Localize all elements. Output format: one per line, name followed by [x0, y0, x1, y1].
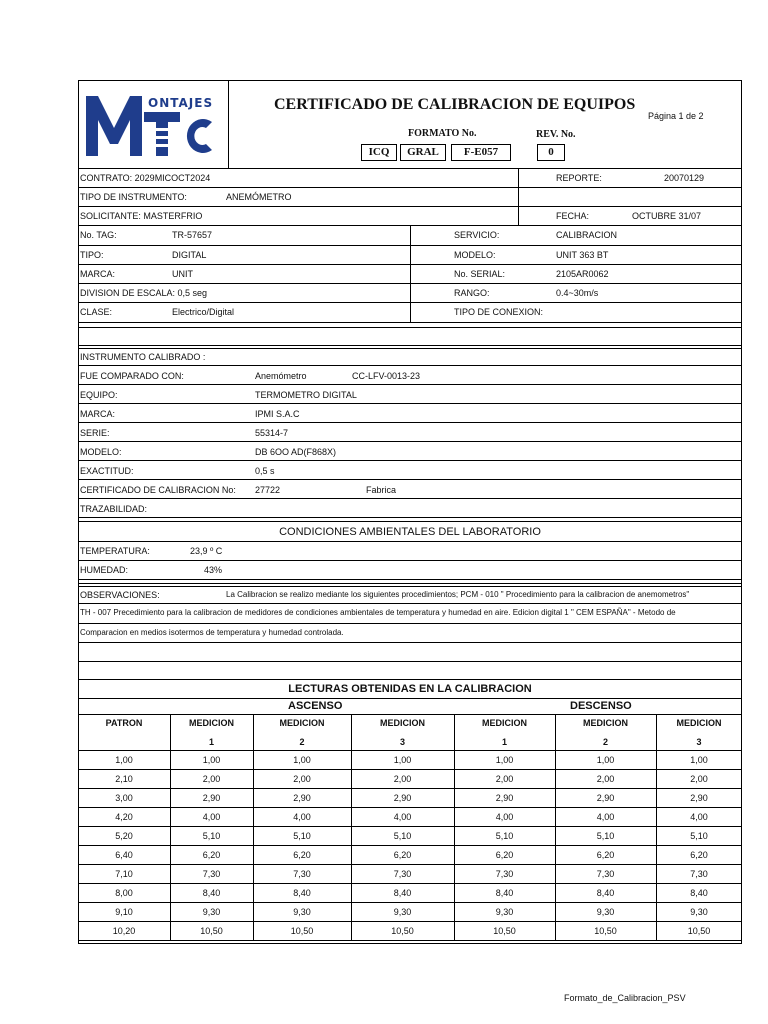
- table-cell-medicion: 6,20: [495, 850, 514, 860]
- column-header-number: 2: [299, 737, 305, 747]
- reporte-value: 20070129: [664, 173, 705, 183]
- tag-value: TR-57657: [172, 230, 213, 240]
- table-cell-medicion: 9,30: [596, 907, 615, 917]
- table-cell-patron: 7,10: [115, 869, 133, 879]
- table-cell-medicion: 10,50: [493, 926, 516, 936]
- table-cell-medicion: 1,00: [393, 755, 412, 765]
- column-header-patron: PATRON: [105, 718, 143, 728]
- rango-label: RANGO:: [454, 288, 490, 298]
- table-row-divider: [78, 921, 742, 922]
- table-cell-medicion: 5,10: [690, 831, 708, 841]
- table-cell-medicion: 5,10: [596, 831, 615, 841]
- table-cell-medicion: 9,30: [202, 907, 221, 917]
- table-cell-medicion: 8,40: [393, 888, 412, 898]
- table-cell-medicion: 7,30: [393, 869, 412, 879]
- comparado-label: FUE COMPARADO CON:: [80, 371, 184, 381]
- table-cell-medicion: 8,40: [202, 888, 221, 898]
- table-cell-medicion: 2,00: [393, 774, 412, 784]
- conexion-label: TIPO DE CONEXION:: [454, 307, 544, 317]
- table-cell-medicion: 7,30: [690, 869, 708, 879]
- table-cell-patron: 3,00: [115, 793, 133, 803]
- table-cell-medicion: 5,10: [495, 831, 514, 841]
- fecha-label: FECHA:: [556, 211, 590, 221]
- table-row-divider: [78, 902, 742, 903]
- table-cell-medicion: 6,20: [596, 850, 615, 860]
- modelo-value: UNIT 363 BT: [556, 250, 609, 260]
- table-cell-medicion: 4,00: [596, 812, 615, 822]
- table-cell-medicion: 5,10: [293, 831, 311, 841]
- column-header-number: 2: [602, 737, 608, 747]
- column-header-medicion: MEDICION: [279, 718, 325, 728]
- table-row-divider: [78, 940, 742, 941]
- clase-value: Electrico/Digital: [172, 307, 235, 317]
- table-cell-medicion: 1,00: [293, 755, 311, 765]
- table-cell-medicion: 1,00: [596, 755, 615, 765]
- logo-top-text: ONTAJES: [148, 96, 214, 110]
- table-cell-medicion: 7,30: [293, 869, 311, 879]
- observaciones-label: OBSERVACIONES:: [80, 590, 160, 600]
- table-cell-medicion: 5,10: [393, 831, 412, 841]
- servicio-value: CALIBRACION: [556, 230, 618, 240]
- table-cell-medicion: 4,00: [690, 812, 708, 822]
- temperatura-value: 23,9 º C: [190, 546, 223, 556]
- table-cell-patron: 10,20: [112, 926, 136, 936]
- table-cell-medicion: 2,90: [690, 793, 708, 803]
- column-header-number: 3: [399, 737, 405, 747]
- formato-box-code: F-E057: [451, 144, 511, 161]
- tipo-label: TIPO:: [80, 250, 104, 260]
- table-cell-medicion: 8,40: [495, 888, 514, 898]
- tipo-value: DIGITAL: [172, 250, 207, 260]
- table-row-divider: [78, 769, 742, 770]
- certificado-value: 27722: [255, 485, 281, 495]
- observaciones-line-2: TH - 007 Precedimiento para la calibracion de medidores de condiciones ambientales de temperatura y humedad en aire. Edicion digital 1 " CEM ESPAÑA" - Metodo de: [80, 608, 676, 617]
- table-cell-medicion: 9,30: [293, 907, 311, 917]
- rev-label: REV. No.: [536, 129, 576, 140]
- clase-label: CLASE:: [80, 307, 113, 317]
- table-row-divider: [78, 826, 742, 827]
- modelo-patron-value: DB 6OO AD(F868X): [255, 447, 337, 457]
- tag-label: No. TAG:: [80, 230, 117, 240]
- serie-value: 55314-7: [255, 428, 289, 438]
- document-title: CERTIFICADO DE CALIBRACION DE EQUIPOS: [274, 96, 636, 113]
- table-cell-medicion: 10,50: [290, 926, 314, 936]
- table-cell-medicion: 4,00: [495, 812, 514, 822]
- table-cell-medicion: 2,00: [495, 774, 514, 784]
- table-cell-medicion: 1,00: [690, 755, 708, 765]
- table-cell-medicion: 9,30: [495, 907, 514, 917]
- lecturas-heading: LECTURAS OBTENIDAS EN LA CALIBRACION: [288, 683, 532, 695]
- equipo-label: EQUIPO:: [80, 390, 118, 400]
- marca-label: MARCA:: [80, 269, 116, 279]
- table-row-divider: [78, 788, 742, 789]
- table-row-divider: [78, 807, 742, 808]
- logo-main-text: [84, 92, 86, 93]
- table-cell-patron: 8,00: [115, 888, 133, 898]
- table-cell-medicion: 2,90: [596, 793, 615, 803]
- table-cell-medicion: 2,00: [690, 774, 708, 784]
- table-cell-medicion: 7,30: [495, 869, 514, 879]
- column-header-medicion: MEDICION: [583, 718, 628, 728]
- table-cell-medicion: 4,00: [393, 812, 412, 822]
- solicitante-text: SOLICITANTE: MASTERFRIO: [80, 211, 203, 221]
- table-cell-medicion: 2,90: [393, 793, 412, 803]
- table-cell-patron: 9,10: [115, 907, 133, 917]
- comparado-value: Anemómetro: [255, 371, 307, 381]
- table-cell-medicion: 10,50: [687, 926, 711, 936]
- table-cell-medicion: 2,90: [202, 793, 221, 803]
- certificado-extra: Fabrica: [366, 485, 397, 495]
- division-text: DIVISION DE ESCALA: 0,5 seg: [80, 288, 208, 298]
- table-cell-medicion: 9,30: [393, 907, 412, 917]
- ascenso-heading: ASCENSO: [288, 700, 343, 712]
- table-cell-medicion: 10,50: [200, 926, 223, 936]
- equipo-value: TERMOMETRO DIGITAL: [255, 390, 357, 400]
- tipo-instrumento-label: TIPO DE INSTRUMENTO:: [80, 192, 187, 202]
- exactitud-label: EXACTITUD:: [80, 466, 134, 476]
- table-cell-medicion: 10,50: [594, 926, 617, 936]
- temperatura-label: TEMPERATURA:: [80, 546, 150, 556]
- serial-value: 2105AR0062: [556, 269, 609, 279]
- certificado-label: CERTIFICADO DE CALIBRACION No:: [80, 485, 236, 495]
- column-header-medicion: MEDICION: [676, 718, 722, 728]
- column-header-medicion: MEDICION: [189, 718, 234, 728]
- servicio-label: SERVICIO:: [454, 230, 500, 240]
- table-cell-medicion: 7,30: [202, 869, 221, 879]
- company-logo: [84, 92, 224, 162]
- table-cell-medicion: 5,10: [202, 831, 221, 841]
- formato-label: FORMATO No.: [408, 128, 477, 139]
- column-header-number: 1: [208, 737, 214, 747]
- observaciones-line-3: Comparacion en medios isotermos de temperatura y humedad controlada.: [80, 628, 344, 637]
- serie-label: SERIE:: [80, 428, 110, 438]
- comparado-code: CC-LFV-0013-23: [352, 371, 421, 381]
- table-cell-medicion: 8,40: [690, 888, 708, 898]
- column-header-number: 1: [501, 737, 507, 747]
- table-cell-patron: 2,10: [115, 774, 133, 784]
- column-header-medicion: MEDICION: [482, 718, 527, 728]
- table-cell-medicion: 8,40: [596, 888, 615, 898]
- table-cell-medicion: 6,20: [293, 850, 311, 860]
- table-cell-medicion: 6,20: [202, 850, 221, 860]
- serial-label: No. SERIAL:: [454, 269, 506, 279]
- table-cell-medicion: 9,30: [690, 907, 708, 917]
- table-row-divider: [78, 883, 742, 884]
- table-cell-patron: 5,20: [115, 831, 133, 841]
- marca-patron-label: MARCA:: [80, 409, 116, 419]
- humedad-label: HUMEDAD:: [80, 565, 129, 575]
- table-cell-patron: 4,20: [115, 812, 133, 822]
- rev-box: 0: [537, 144, 565, 161]
- table-cell-medicion: 4,00: [293, 812, 311, 822]
- table-cell-patron: 6,40: [115, 850, 133, 860]
- modelo-patron-label: MODELO:: [80, 447, 122, 457]
- column-header-medicion: MEDICION: [380, 718, 425, 728]
- table-cell-medicion: 1,00: [495, 755, 514, 765]
- tipo-instrumento-value: ANEMÓMETRO: [226, 192, 292, 202]
- header-divider: [228, 80, 229, 168]
- formato-box-icq: ICQ: [361, 144, 397, 161]
- table-cell-medicion: 2,90: [495, 793, 514, 803]
- contrato-text: CONTRATO: 2029MICOCT2024: [80, 173, 211, 183]
- ambiente-heading: CONDICIONES AMBIENTALES DEL LABORATORIO: [279, 526, 541, 538]
- exactitud-value: 0,5 s: [255, 466, 275, 476]
- table-cell-medicion: 10,50: [391, 926, 414, 936]
- calibrado-heading: INSTRUMENTO CALIBRADO :: [80, 352, 206, 362]
- modelo-label: MODELO:: [454, 250, 496, 260]
- table-cell-medicion: 7,30: [596, 869, 615, 879]
- observaciones-line-1: La Calibracion se realizo mediante los siguientes procedimientos; PCM - 010 " Procedimiento para la calibracion de anemometros": [226, 590, 690, 599]
- table-cell-medicion: 2,00: [596, 774, 615, 784]
- marca-patron-value: IPMI S.A.C: [255, 409, 300, 419]
- table-cell-medicion: 2,00: [202, 774, 221, 784]
- reporte-label: REPORTE:: [556, 173, 602, 183]
- table-cell-medicion: 4,00: [202, 812, 221, 822]
- table-cell-medicion: 2,00: [293, 774, 311, 784]
- table-row-divider: [78, 845, 742, 846]
- table-row-divider: [78, 864, 742, 865]
- trazabilidad-label: TRAZABILIDAD:: [80, 504, 148, 514]
- footer-text: Formato_de_Calibracion_PSV: [564, 993, 686, 1003]
- descenso-heading: DESCENSO: [570, 700, 632, 712]
- table-cell-patron: 1,00: [115, 755, 133, 765]
- column-header-number: 3: [696, 737, 702, 747]
- table-cell-medicion: 1,00: [202, 755, 221, 765]
- formato-box-gral: GRAL: [400, 144, 446, 161]
- humedad-value: 43%: [204, 565, 223, 575]
- page-number: Página 1 de 2: [648, 111, 704, 121]
- table-cell-medicion: 6,20: [690, 850, 708, 860]
- table-cell-medicion: 8,40: [293, 888, 311, 898]
- table-cell-medicion: 6,20: [393, 850, 412, 860]
- marca-value: UNIT: [172, 269, 193, 279]
- table-cell-medicion: 2,90: [293, 793, 311, 803]
- rango-value: 0.4~30m/s: [556, 288, 599, 298]
- fecha-value: OCTUBRE 31/07: [632, 211, 702, 221]
